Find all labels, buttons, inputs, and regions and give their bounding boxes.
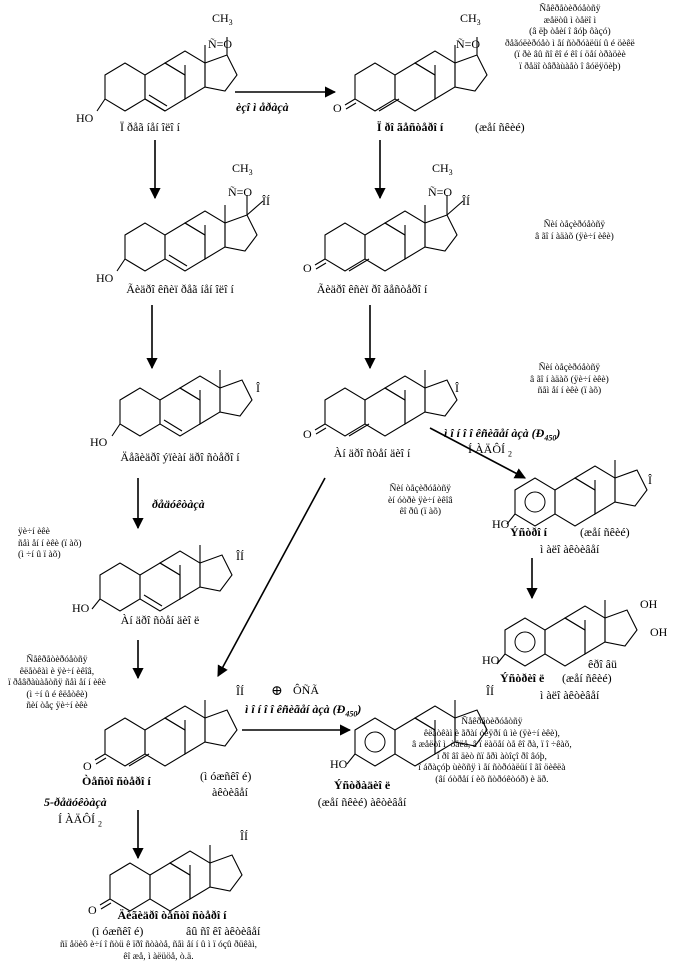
s3-oh2-label: ÎÍ: [262, 194, 270, 208]
s7-note: ì àëî àêòèâåí: [540, 542, 600, 556]
s6-name: Àí äðî ñòåí äèî í: [333, 446, 411, 460]
s12-note: âû ñî êî àêòèâåí: [186, 924, 261, 938]
note-n6: Ñåêðåòèðóåòñÿ êëåòêàì è ÿè÷í èêîâ, ï ðåâðàùàåòñÿ ñåì åí í èêè (ì ÷í û é êëåòêè) ñèí òåç ÿè÷í èêè: [8, 655, 106, 711]
r4-enzyme: ì î í î î êñèãåí àçà $(Ð_{450})$: [444, 426, 561, 443]
r8-enzyme: ì î í î î êñèãåí àçà $(Ð_{450})$: [245, 702, 362, 719]
s2-name: Ï ðî ãåñòåðî í: [376, 120, 444, 134]
s1-name: Ï ðåã íåí îëî í: [120, 120, 180, 134]
r6-enzyme: ðåäóêòàçà: [152, 497, 205, 511]
note-n8: ñï åöèô è÷í î ñòü ê ïðî ñòàòå, ñåì åí í û ì ï óçû ðüêàì, êî æå, ì àëüöå, ò.ä.: [60, 940, 258, 962]
s3-ch3-label: $CH_3$: [232, 161, 253, 177]
structure-s6: [315, 370, 457, 436]
s4-nitroso-label: Ñ=O: [428, 185, 453, 199]
r9-cofactor: Í ÀÄÔÍ $_2$: [58, 812, 102, 829]
s11-name: Ýñòðàäèî ë: [333, 778, 391, 792]
s8-r-label: ÎÍ: [236, 549, 244, 563]
s7-r-label: Î: [648, 473, 652, 487]
s8-name: Àí äðî ñòåí äèî ë: [120, 613, 200, 627]
s10-note: àêòèâåí: [212, 785, 248, 799]
s11-oh-label: HO: [330, 757, 348, 771]
s5-name: Äåãèäðî ýïèàí äðî ñòåðî í: [120, 450, 240, 464]
s10-tag: (ì óæñêî é): [200, 769, 252, 783]
s9-note: ì àëî àêòèâåí: [540, 688, 600, 702]
note-n1: Ñåêðåòèðóåòñÿ æåëòû ì òåëî ì (â ëþ òåèí î âóþ ôàçó) ðåãóëèðóåò ì åí ñòðóàëüí û é öèêë (ï ðè âû ñî êî é êî í öåí òðàöèè ï ðåäî òâðàùàåò î âóëÿöèþ): [505, 4, 635, 72]
s5-r-label: Î: [256, 381, 260, 395]
s2-nitroso-label: Ñ=O: [456, 37, 481, 51]
s12-name: Äèãèäðî òåñòî ñòåðî í: [117, 908, 227, 922]
s3-nitroso-label: Ñ=O: [228, 185, 253, 199]
s1-ch3-label: $CH_3$: [212, 11, 233, 27]
s2-o-label: O: [333, 101, 342, 115]
s3-name: Ãèäðî êñèï ðåã íåí îëî í: [126, 282, 234, 296]
s12-tag: (ì óæñêî é): [92, 924, 144, 938]
r8-plus: ⊕: [271, 684, 283, 699]
s1-oh-label: HO: [76, 111, 94, 125]
s9-oh2-label: OH: [650, 625, 668, 639]
r9-enzyme: 5-ðåäóêòàçà: [44, 795, 107, 809]
structure-s3: [117, 195, 263, 271]
note-n5: ÿè÷í èêè ñåì åí í èêè (ï àõ) (ì ÷í û ï àõ): [18, 527, 82, 560]
s5-oh-label: HO: [90, 435, 108, 449]
s9-name: Ýñòðèî ë: [500, 671, 545, 685]
s7-tag: (æåí ñêèé): [580, 525, 630, 539]
s9-oh1-label: OH: [640, 597, 658, 611]
s2-ch3-label: $CH_3$: [460, 11, 481, 27]
s3-oh-label: HO: [96, 271, 114, 285]
s11-tag: (æåí ñêèé) àêòèâåí: [317, 795, 407, 809]
s4-name: Ãèäðî êñèï ðî ãåñòåðî í: [316, 282, 428, 296]
r8-cofactor: ÔÑÃ: [293, 683, 319, 697]
s9-oh-label: HO: [482, 653, 500, 667]
structure-s12: [100, 845, 242, 911]
s8-oh-label: HO: [72, 601, 90, 615]
structure-s5: [112, 370, 252, 436]
s10-name: Òåñòî ñòåðî í: [82, 774, 151, 788]
s10-r-label: ÎÍ: [236, 684, 244, 698]
s1-nitroso-label: Ñ=O: [208, 37, 233, 51]
s4-o-label: O: [303, 261, 312, 275]
s9-side-label: êðî âü: [588, 657, 617, 671]
structure-s4: [315, 195, 463, 271]
s4-ch3-label: $CH_3$: [432, 161, 453, 177]
s12-o-label: O: [88, 903, 97, 917]
s11-r-label: ÎÍ: [486, 684, 494, 698]
r1-enzyme: èçî ì åðàçà: [236, 100, 289, 114]
note-n2: Ñèí òåçèðóåòñÿ â ãî í àäàõ (ÿè÷í èêè): [535, 220, 614, 242]
r4-cofactor: Í ÀÄÔÍ $_2$: [468, 442, 512, 459]
s6-o-label: O: [303, 427, 312, 441]
s7-name: Ýñòðî í: [510, 525, 548, 539]
s9-tag: (æåí ñêèé): [562, 671, 612, 685]
note-n7: Ñåêðåòèðóåòñÿ êëåòêàì è ãðàí óëÿðí û ìè (ÿè÷í èêè), â æåëòî ì òåëå, â ï ëàöåí òå êî ðà, ï î ÷êàõ, ï ðî âî äèò ñï åðì àòîçî ðî âóþ, î áðàçóþ ùèõñÿ ì åí ñòðóàëüí î ãî öèêëà (âí óòðåí í èõ ñòðóêòóð) è äð.: [412, 717, 572, 785]
s4-oh2-label: ÎÍ: [462, 194, 470, 208]
note-n4: Ñèí òåçèðóåòñÿ èí óòðè ÿè÷í èêîâ êî ðû (ï àõ): [388, 484, 453, 517]
s6-r-label: Î: [455, 381, 459, 395]
s7-oh-label: HO: [492, 517, 510, 531]
structure-s7: [507, 460, 647, 526]
note-n3: Ñèí òåçèðóåòñÿ â ãî í àäàõ (ÿè÷í èêè) ñåì åí í èêè (ï àõ): [530, 363, 609, 396]
structure-s10: [95, 700, 237, 766]
s10-o-label: O: [83, 759, 92, 773]
s2-tag: (æåí ñêèé): [475, 120, 525, 134]
s12-r-label: ÎÍ: [240, 829, 248, 843]
arrow-s6-to-s10: [218, 478, 325, 676]
structure-s8: [92, 545, 232, 611]
